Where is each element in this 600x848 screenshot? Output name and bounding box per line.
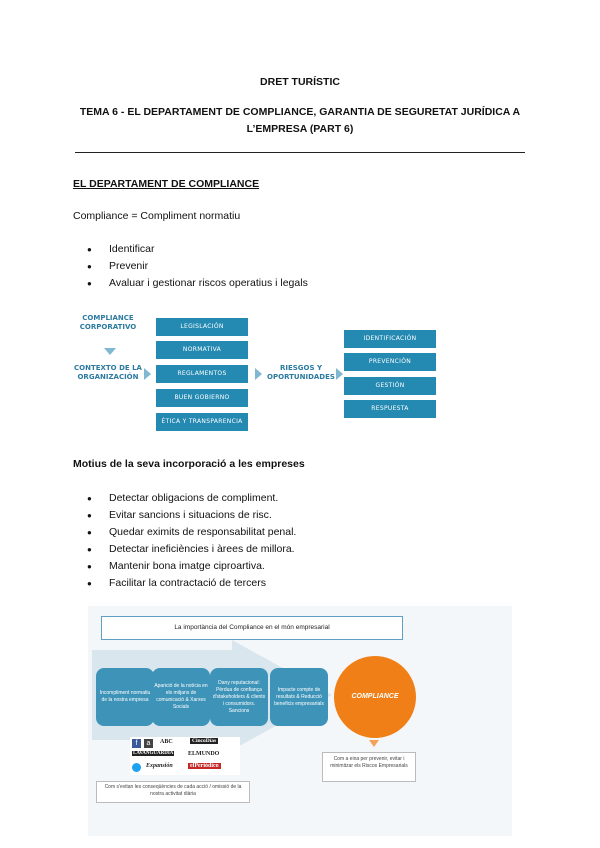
topic-title: [60, 104, 540, 138]
right-arrow-icon: [144, 368, 151, 380]
list-item: ● Quedar eximits de responsabilitat penal.: [87, 524, 296, 541]
importance-title: La importància del Compliance en el món empresarial: [101, 616, 403, 640]
lavanguardia-logo: LAVANGUARDIA: [133, 751, 174, 756]
list-item: ● Facilitar la contractació de tercers: [87, 575, 296, 592]
down-arrow-icon: [104, 348, 116, 355]
right-arrow-icon: [255, 368, 262, 380]
motives-list: [87, 490, 296, 592]
list-item: ● Avaluar i gestionar riscos operatius i legals: [87, 275, 308, 292]
list-item: ● Evitar sancions i situacions de risc.: [87, 507, 296, 524]
expansion-logo: Expansión: [146, 763, 173, 769]
box-reglamentos: REGLAMENTOS: [156, 365, 248, 383]
antena3-icon: a: [144, 739, 153, 748]
bottom-note: Com s'evitan les conseqüències de cada acció / omissió de la nostra activitat diària: [96, 781, 250, 803]
box-normativa: NORMATIVA: [156, 341, 248, 359]
right-arrow-icon: [336, 368, 343, 380]
list-item: ● Mantenir bona imatge ciproartiva.: [87, 558, 296, 575]
abc-logo: ABC: [160, 739, 173, 745]
box-respuesta: RESPUESTA: [344, 400, 436, 418]
facebook-icon: f: [132, 739, 141, 748]
definition-text: Compliance = Compliment normatiu: [73, 210, 241, 222]
compliance-circle: COMPLIANCE: [334, 656, 416, 738]
list-item: ● Detectar obligacions de compliment.: [87, 490, 296, 507]
risks-label: RIESGOS Y OPORTUNIDADES: [267, 364, 335, 381]
elmundo-logo: ELMUNDO: [188, 751, 220, 757]
media-logos: [130, 737, 240, 775]
list-item: ● Prevenir: [87, 258, 308, 275]
down-arrow-icon: [369, 740, 379, 747]
elperiodico-logo: elPeriódico: [190, 763, 219, 769]
compliance-corporativo-label: COMPLIANCE CORPORATIVO: [79, 314, 137, 331]
step-box-4: Impacte compte de resultats & Reducció beneficis empresarials: [270, 668, 328, 726]
box-identificacion: IDENTIFICACIÓN: [344, 330, 436, 348]
course-title: DRET TURÍSTIC: [260, 76, 340, 88]
cincodias-logo: CincoDías: [192, 738, 217, 744]
box-buen-gobierno: BUEN GOBIERNO: [156, 389, 248, 407]
objectives-list: [87, 241, 308, 292]
box-legislacion: LEGISLACIÓN: [156, 318, 248, 336]
motives-heading: Motius de la seva incorporació a les empreses: [73, 458, 305, 470]
context-label: CONTEXTO DE LA ORGANIZACIÓN: [74, 364, 142, 381]
step-box-3: Dany reputacional: Pèrdua de confiança d'stakeholders & clients i consumidors. Sancions: [210, 668, 268, 726]
prevention-note: Com a eina per prevenir, evitar i minimitzar els Riscos Empresarials: [322, 752, 416, 782]
twitter-icon: [132, 763, 141, 772]
box-prevencion: PREVENCIÓN: [344, 353, 436, 371]
topic-title-line2: L’EMPRESA (PART 6): [246, 123, 354, 135]
step-box-1: Incompliment normatiu de la nostra empresa: [96, 668, 154, 726]
header-divider: [75, 152, 525, 153]
section-heading: EL DEPARTAMENT DE COMPLIANCE: [73, 178, 260, 190]
topic-title-line1: TEMA 6 - EL DEPARTAMENT DE COMPLIANCE, GARANTIA DE SEGURETAT JURÍDICA A: [79, 106, 521, 118]
list-item: ● Identificar: [87, 241, 308, 258]
box-gestion: GESTIÓN: [344, 377, 436, 395]
step-box-2: Aparició de la notícia en els mitjans de comunicació & Xarxes Socials: [152, 668, 210, 726]
list-item: ● Detectar ineficiències i àrees de millora.: [87, 541, 296, 558]
box-etica: ÉTICA Y TRANSPARENCIA: [156, 413, 248, 431]
